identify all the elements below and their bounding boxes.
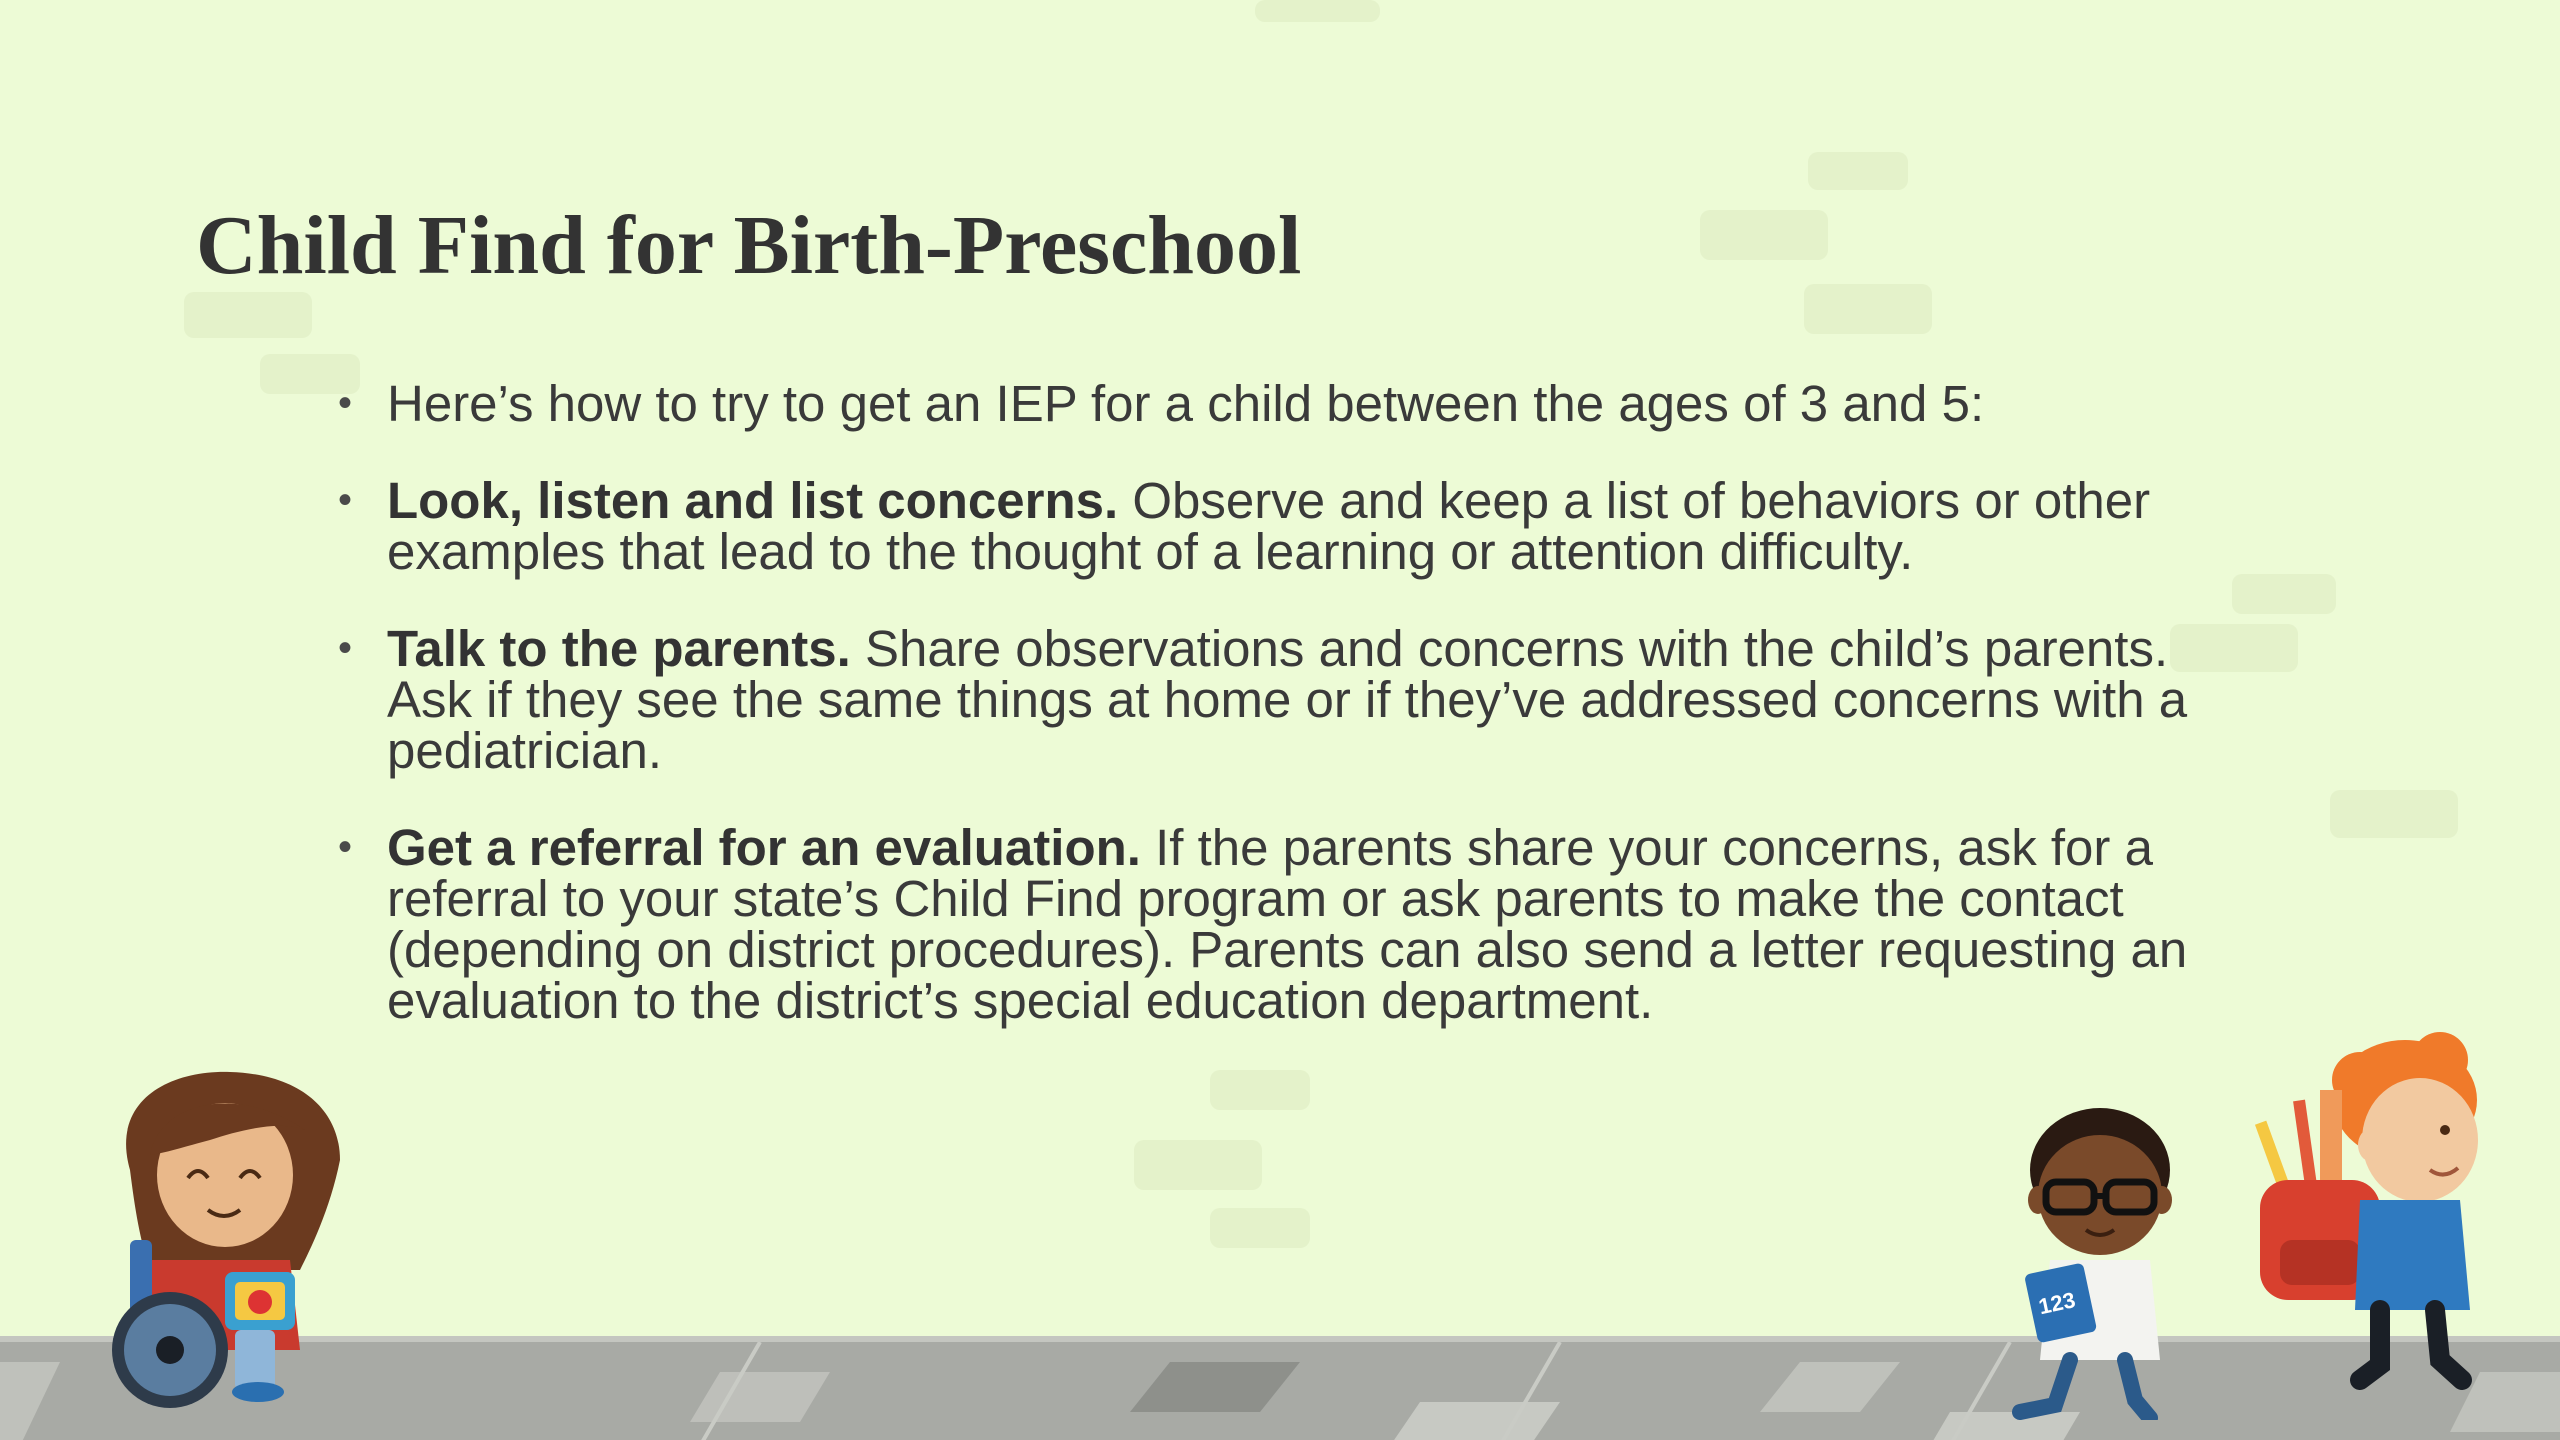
bullet-heading: Look, listen and list concerns. — [387, 472, 1119, 529]
bullet-dot-icon: • — [338, 478, 353, 522]
background-brick — [1255, 0, 1380, 22]
boy-with-backpack-illustration — [2240, 1030, 2500, 1410]
boy-with-glasses-illustration — [2000, 1100, 2200, 1420]
girl-in-wheelchair-illustration — [90, 1060, 380, 1420]
bullet-dot-icon: • — [338, 626, 353, 670]
bullet-text: Observe and keep a list of behaviors or other examples that lead to the thought of a learning or attention difficulty. — [387, 472, 2151, 580]
background-brick — [1804, 284, 1932, 334]
bullet-item — [330, 375, 2230, 432]
bullet-text: Share observations and concerns with the child’s parents. Ask if they see the same things at home or if they’ve addressed concerns with a pediatrician. — [387, 620, 2188, 779]
book-label: 123 — [2036, 1287, 2078, 1320]
bullet-dot-icon: • — [338, 825, 353, 869]
bullet-item — [330, 472, 2230, 580]
bullet-item — [330, 819, 2230, 1029]
background-brick — [1134, 1140, 1262, 1190]
slide-title: Child Find for Birth-Preschool — [196, 199, 1302, 292]
bullet-list — [330, 375, 2230, 1072]
bullet-heading: Get a referral for an evaluation. — [387, 819, 1141, 876]
bullet-text: Here’s how to try to get an IEP for a child between the ages of 3 and 5: — [387, 375, 1985, 432]
background-brick — [1808, 152, 1908, 190]
bullet-item — [330, 620, 2230, 779]
bullet-text: If the parents share your concerns, ask for a referral to your state’s Child Find program or ask parents to make the contact (depending on district procedures). Parents can also send a letter requesting an evaluation to the district’s special education department. — [387, 819, 2188, 1029]
background-brick — [1700, 210, 1828, 260]
background-brick — [2232, 574, 2336, 614]
background-brick — [1210, 1070, 1310, 1110]
bullet-heading: Talk to the parents. — [387, 620, 851, 677]
bullet-dot-icon: • — [338, 381, 353, 425]
background-brick — [2330, 790, 2458, 838]
background-brick — [184, 292, 312, 338]
background-brick — [1210, 1208, 1310, 1248]
